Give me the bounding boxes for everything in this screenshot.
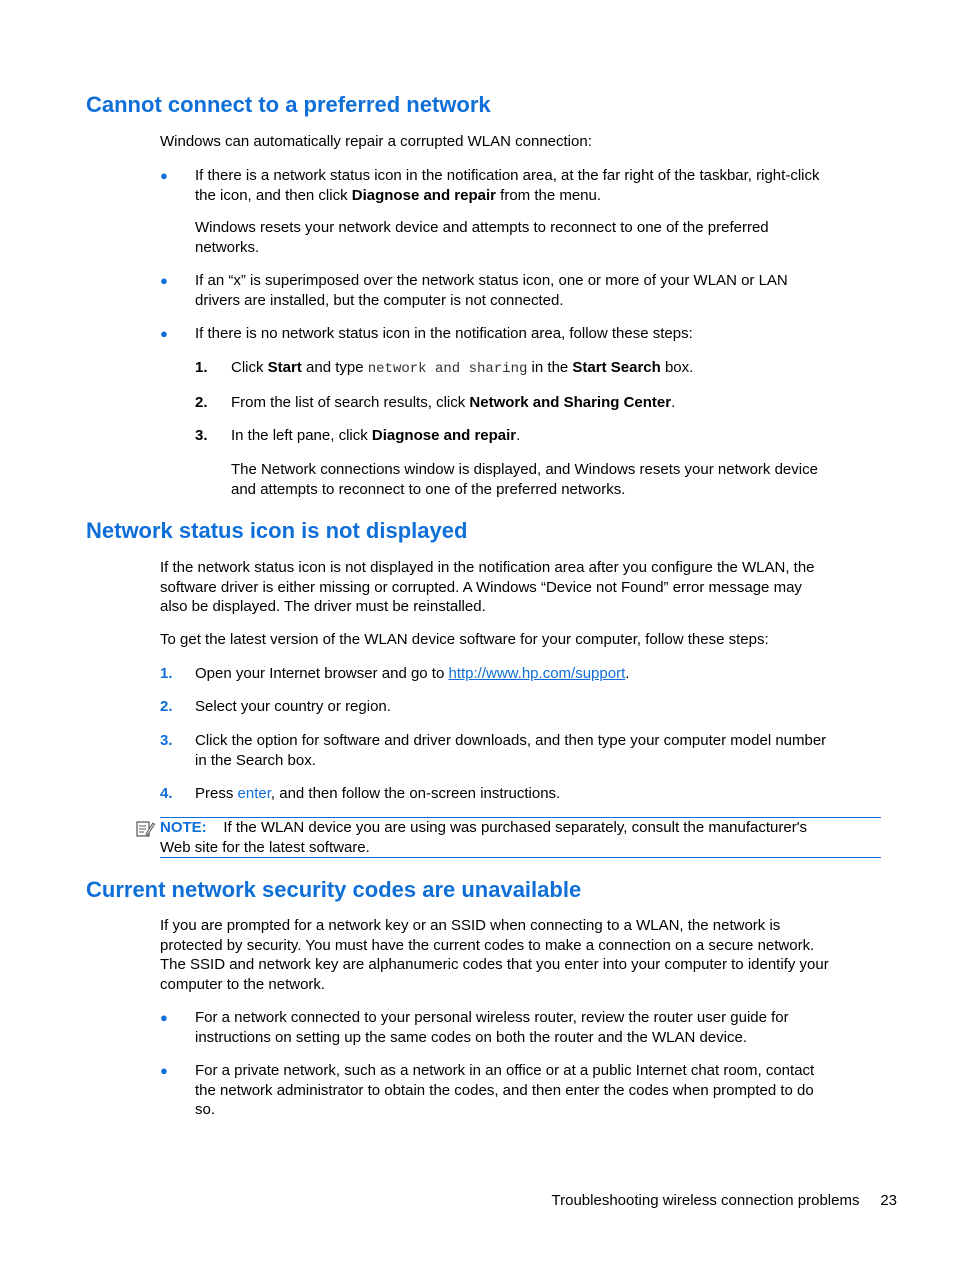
section3-bullet1: For a network connected to your personal wireless router, review the router user guide for instructions on setting up the same codes on both the router and the WLAN device. bbox=[195, 1009, 789, 1046]
section1-step3: In the left pane, click Diagnose and repair. bbox=[231, 427, 521, 444]
section2-para1: If the network status icon is not displayed in the notification area after you configure the WLAN, the software driver is either missing or corrupted. A Windows “Device not Found” error message may also be displayed. The driver must be reinstalled. bbox=[160, 559, 815, 615]
step-number: 3. bbox=[160, 732, 173, 749]
section1-bullet3: If there is no network status icon in the notification area, follow these steps: bbox=[195, 325, 693, 342]
section2-step3: Click the option for software and driver downloads, and then type your computer model number in the Search box. bbox=[195, 732, 827, 769]
bullet-dot-icon: ● bbox=[160, 1063, 168, 1078]
step-number: 2. bbox=[160, 698, 173, 715]
enter-key: enter bbox=[237, 785, 271, 802]
section3-bullet2: For a private network, such as a network in an office or at a public Internet chat room, contact the network administrator to obtain the codes, and then enter the codes when prompted to do so. bbox=[195, 1062, 815, 1118]
section-title-security-codes: Current network security codes are unavailable bbox=[86, 877, 582, 902]
section1-bullet2: If an “x” is superimposed over the network status icon, one or more of your WLAN or LAN drivers are installed, but the computer is not connected. bbox=[195, 272, 788, 309]
bullet-dot-icon: ● bbox=[160, 326, 168, 341]
section-title-preferred-network: Cannot connect to a preferred network bbox=[86, 92, 491, 117]
step-number: 2. bbox=[195, 394, 208, 411]
step-number: 3. bbox=[195, 427, 208, 444]
section1-bullet1: If there is a network status icon in the notification area, at the far right of the taskbar, right-click the icon, and then click Diagnose and repair from the menu. bbox=[195, 167, 820, 204]
section2-step1: Open your Internet browser and go to http://www.hp.com/support. bbox=[195, 665, 630, 682]
section1-step3-sub: The Network connections window is displayed, and Windows resets your network device and attempts to reconnect to one of the preferred networks. bbox=[231, 461, 818, 498]
hp-support-link[interactable]: http://www.hp.com/support bbox=[448, 665, 626, 682]
section2-para2: To get the latest version of the WLAN device software for your computer, follow these steps: bbox=[160, 631, 769, 648]
note-text: NOTE: If the WLAN device you are using was purchased separately, consult the manufacturer's Web site for the latest software. bbox=[160, 819, 808, 856]
bullet-dot-icon: ● bbox=[160, 273, 168, 288]
section1-bullet1-sub: Windows resets your network device and attempts to reconnect to one of the preferred networks. bbox=[195, 219, 769, 256]
section3-para: If you are prompted for a network key or an SSID when connecting to a WLAN, the network is protected by security. You must have the current codes to make a connection on a secure network. The SSID and network key are alphanumeric codes that you enter into your computer to identify your computer to the network. bbox=[160, 917, 829, 993]
section1-step2: From the list of search results, click Network and Sharing Center. bbox=[231, 394, 676, 411]
note-bottom-rule bbox=[160, 857, 881, 858]
bullet-dot-icon: ● bbox=[160, 168, 168, 183]
step-number: 4. bbox=[160, 785, 173, 802]
bullet-dot-icon: ● bbox=[160, 1010, 168, 1025]
step-number: 1. bbox=[195, 359, 208, 376]
footer-title: Troubleshooting wireless connection problems bbox=[551, 1192, 860, 1209]
section-title-status-icon: Network status icon is not displayed bbox=[86, 518, 468, 543]
page-number: 23 bbox=[880, 1192, 897, 1209]
step-number: 1. bbox=[160, 665, 173, 682]
page-footer bbox=[552, 1191, 897, 1211]
section1-step1: Click Start and type network and sharing in the Start Search box. bbox=[231, 359, 694, 377]
section2-step2: Select your country or region. bbox=[195, 698, 391, 715]
section1-intro: Windows can automatically repair a corrupted WLAN connection: bbox=[160, 133, 592, 150]
note-pencil-icon bbox=[135, 819, 155, 845]
section2-step4: Press enter, and then follow the on-screen instructions. bbox=[195, 785, 561, 802]
code-text: network and sharing bbox=[367, 361, 528, 377]
note-label: NOTE: bbox=[160, 819, 207, 836]
